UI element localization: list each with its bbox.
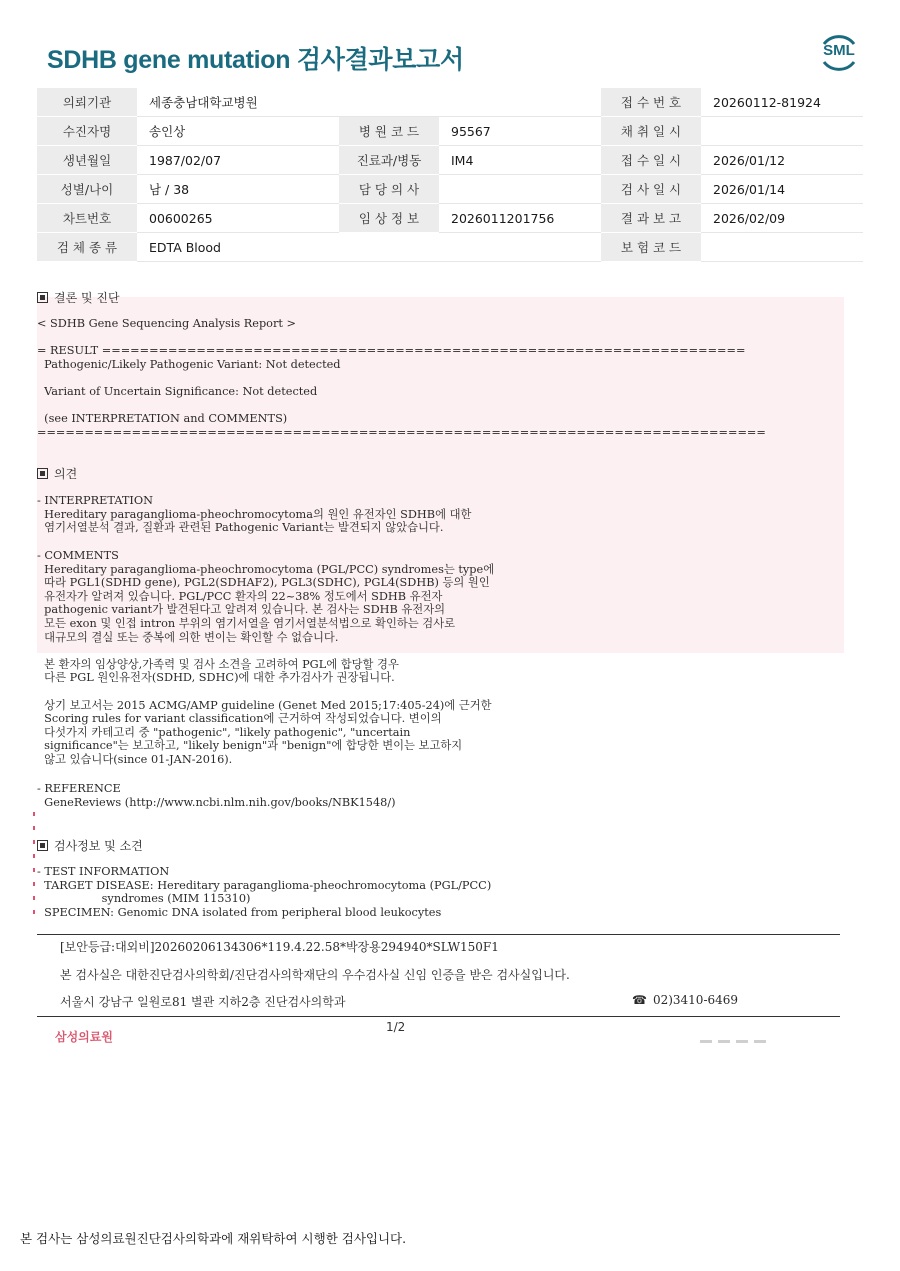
info-value: 세종충남대학교병원	[137, 88, 601, 117]
interpretation-block: - INTERPRETATION Hereditary paraganglioma-pheochromocytoma의 원인 유전자인 SDHB에 대한 염기서열분석 결과, 질환과 관련된 Pathogenic Variant는 발견되지 않았습니다.	[37, 494, 472, 535]
opinion-heading	[37, 465, 77, 482]
comments-block: - COMMENTS Hereditary paraganglioma-pheochromocytoma (PGL/PCC) syndromes는 type에 따라 PGL1(SDHD gene), PGL2(SDHAF2), PGL3(SDHC), PGL4(SDHB) 등의 원인 유전자가 알려져 있습니다. PGL/PCC 환자의 22~38% 정도에서 SDHB 유전자 pathogenic variant가 발견된다고 알려져 있습니다. 본 검사는 SDHB 유전자의 모든 exon 및 인접 intron 부위의 염기서열을 염기서열분석법으로 확인하는 검사로 대규모의 결실 또는 중복에 의한 변이는 확인할 수 없습니다. 본 환자의 임상양상,가족력 및 검사 소견을 고려하여 PGL에 합당할 경우 다른 PGL 원인유전자(SDHD, SDHC)에 대한 추가검사가 권장됩니다. 상기 보고서는 2015 ACMG/AMP guideline (Genet Med 2015;17:405-24)에 근거한 Scoring rules for variant classification에 근거하여 작성되었습니다. 변이의 다섯가지 카테고리 중 "pathogenic", "likely pathogenic", "uncertain significance"는 보고하고, "likely benign"과 "benign"에 합당한 변이는 보고하지 않고 있습니다(since 01-JAN-2016).	[37, 549, 495, 766]
test-info-block: - TEST INFORMATION TARGET DISEASE: Hereditary paraganglioma-pheochromocytoma (PGL/PCC) syndromes (MIM 115310) SPECIMEN: Genomic DNA isolated from peripheral blood leukocytes	[37, 865, 492, 919]
info-label: 담 당 의 사	[339, 175, 439, 204]
info-value: 1987/02/07	[137, 146, 339, 175]
info-row	[37, 233, 863, 262]
info-label: 차트번호	[37, 204, 137, 233]
info-label: 보 험 코 드	[601, 233, 701, 262]
info-value: 2026/02/09	[701, 204, 863, 233]
reference-block: - REFERENCE GeneReviews (http://www.ncbi.nlm.nih.gov/books/NBK1548/)	[37, 782, 396, 809]
outsourcing-note: 본 검사는 삼성의료원진단검사의학과에 재위탁하여 시행한 검사입니다.	[20, 1231, 407, 1246]
page-number: 1/2	[386, 1020, 406, 1034]
square-bullet-icon	[37, 292, 48, 303]
info-value: IM4	[439, 146, 601, 175]
lab-phone	[632, 993, 738, 1007]
info-label: 접 수 번 호	[601, 88, 701, 117]
info-value: 95567	[439, 117, 601, 146]
lab-phone-number: 02)3410-6469	[652, 993, 739, 1007]
info-value: EDTA Blood	[137, 233, 601, 262]
hospital-logo: 삼성의료원	[55, 1030, 113, 1044]
info-value: 2026/01/14	[701, 175, 863, 204]
info-value	[701, 233, 863, 262]
info-value: 00600265	[137, 204, 339, 233]
report-result-block: < SDHB Gene Sequencing Analysis Report > = RESULT ==================================================================== Pathogenic/Likely Pathogenic Variant: Not detected Variant of Uncertain Significance: Not detected (see INTERPRETATION and COMMENTS) =============================================================================	[37, 317, 766, 439]
info-label: 결 과 보 고	[601, 204, 701, 233]
security-line: [보안등급:대외비]20260206134306*119.4.22.58*박장용294940*SLW150F1	[60, 940, 499, 954]
conclusion-heading-text: 결론 및 진단	[54, 291, 120, 305]
lab-address: 서울시 강남구 일원로81 별관 지하2층 진단검사의학과	[60, 995, 346, 1009]
info-row	[37, 88, 863, 117]
footer-bottom-divider	[37, 1016, 840, 1017]
info-value: 2026/01/12	[701, 146, 863, 175]
footer-top-divider	[37, 934, 840, 935]
info-row	[37, 117, 863, 146]
info-label: 임 상 정 보	[339, 204, 439, 233]
faded-marks	[700, 1040, 770, 1043]
info-label: 진료과/병동	[339, 146, 439, 175]
info-label: 검 사 일 시	[601, 175, 701, 204]
info-row	[37, 146, 863, 175]
info-label: 검 체 종 류	[37, 233, 137, 262]
info-value: 송인상	[137, 117, 339, 146]
page-title: SDHB gene mutation 검사결과보고서	[47, 46, 464, 74]
info-value: 20260112-81924	[701, 88, 863, 117]
test-info-heading-text: 검사정보 및 소견	[54, 839, 143, 853]
sml-logo	[816, 30, 862, 76]
telephone-icon: ☎	[632, 993, 647, 1007]
certification-text: 본 검사실은 대한진단검사의학회/진단검사의학재단의 우수검사실 신임 인증을 받은 검사실입니다.	[60, 968, 570, 982]
info-label: 채 취 일 시	[601, 117, 701, 146]
info-label: 성별/나이	[37, 175, 137, 204]
square-bullet-icon	[37, 468, 48, 479]
info-row	[37, 175, 863, 204]
info-value: 2026011201756	[439, 204, 601, 233]
info-value	[439, 175, 601, 204]
opinion-heading-text: 의견	[54, 467, 78, 481]
info-label: 생년월일	[37, 146, 137, 175]
conclusion-heading	[37, 289, 120, 306]
info-value	[701, 117, 863, 146]
test-info-heading	[37, 837, 143, 854]
info-label: 병 원 코 드	[339, 117, 439, 146]
patient-info-table	[37, 88, 863, 262]
square-bullet-icon	[37, 840, 48, 851]
info-row	[37, 204, 863, 233]
margin-marks	[33, 812, 36, 922]
info-value: 남 / 38	[137, 175, 339, 204]
info-label: 접 수 일 시	[601, 146, 701, 175]
info-label: 의뢰기관	[37, 88, 137, 117]
sml-logo-text: SML	[823, 42, 855, 59]
info-label: 수진자명	[37, 117, 137, 146]
